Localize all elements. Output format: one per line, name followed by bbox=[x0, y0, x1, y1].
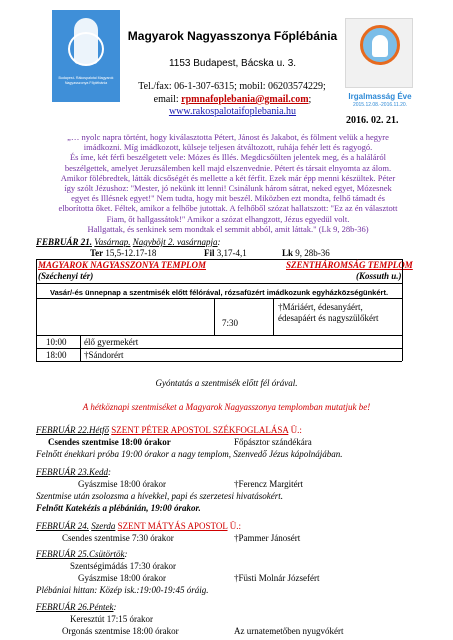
monday-date: FEBRUÁR 22. bbox=[36, 425, 89, 435]
gospel-line: beszélgettek, amelyet Jeruzsálemben kell majd elszenvednie. Pétert és társait elnyomta az álom. bbox=[64, 162, 392, 173]
wednesday-heading bbox=[36, 521, 241, 532]
sunday-day-name: Vasárnap. bbox=[94, 237, 131, 247]
logo-caption: Budapest- Rákospalotai Magyarok Nagyasszonya Főplébánia bbox=[58, 76, 114, 85]
friday-intent: Az urnatemetőben nyugvókért bbox=[234, 626, 344, 636]
parish-phones: Tel./fax: 06-1-307-6315; mobil: 06203574229; bbox=[138, 81, 326, 92]
table-border bbox=[36, 259, 37, 361]
reading-label: Lk bbox=[282, 248, 294, 258]
wednesday-date: FEBRUÁR 24. bbox=[36, 521, 89, 531]
tuesday-katechesis: Felnőtt Katekézis a plébánián, 19:00 órakor. bbox=[36, 503, 201, 513]
thursday-heading bbox=[36, 549, 128, 560]
table-line bbox=[36, 348, 402, 349]
time-cell: 7:30 bbox=[222, 318, 239, 328]
monday-heading bbox=[36, 425, 302, 436]
time-cell: 18:00 bbox=[46, 350, 67, 360]
tuesday-note: Szentmise után zsolozsma a hívekkel, papi és szerzetesi hivatásokért. bbox=[36, 491, 283, 501]
gospel-line: elborította őket. Féltek, amikor a felhőbe jutottak. A felhőből szózat hallatszott: "Ez az én választott bbox=[58, 203, 398, 214]
reading-3 bbox=[282, 248, 330, 259]
reading-ref: 15,5-12.17-18 bbox=[105, 248, 157, 258]
church-right-name: SZENTHÁROMSÁG TEMPLOM bbox=[286, 260, 413, 270]
weekday-notice: A hétköznapi szentmiséket a Magyarok Nagyasszonya templomban mutatjuk be! bbox=[82, 402, 371, 412]
wednesday-mass: Csendes szentmise 7:30 órakor bbox=[62, 533, 174, 543]
gospel-line: egyet és Illésnek egyet!" Nem tudta, hogy mit beszél. Miközben ezt mondta, felhő támadt és bbox=[71, 193, 385, 204]
table-line bbox=[36, 298, 402, 299]
bulletin-date: 2016. 02. 21. bbox=[346, 115, 399, 126]
friday-name: Péntek bbox=[89, 602, 114, 612]
mercy-year-dates: 2015.12.08.-2016.11.20. bbox=[352, 102, 408, 108]
table-line bbox=[36, 361, 402, 362]
sunday-heading bbox=[36, 237, 221, 248]
wednesday-feast-suffix: Ü.: bbox=[227, 521, 242, 531]
wednesday-feast: SZENT MÁTYÁS APOSTOL bbox=[117, 521, 228, 531]
thursday-mass: Gyászmise 18:00 órakor bbox=[78, 573, 166, 583]
gospel-line: Amikor fölébredtek, látták dicsőségét és mellette a két férfit. Ezek már épp menni készültek. Péter bbox=[60, 172, 396, 183]
mercy-year-title: Irgalmasság Éve bbox=[348, 92, 412, 101]
tuesday-name: Kedd bbox=[89, 467, 108, 477]
thursday-adoration: Szentségimádás 17:30 órakor bbox=[70, 561, 176, 571]
thursday-name: Csütörtök bbox=[89, 549, 125, 559]
gospel-line: Fiam, őt hallgassátok!" Amikor a szózat elhangzott, Jézus egyedül volt. bbox=[106, 213, 350, 224]
monday-name: Hétfő bbox=[89, 425, 109, 435]
gospel-line: „… nyolc napra történt, hogy kiválasztotta Pétert, Jánost és Jakabot, és fölment velük a hegyre bbox=[67, 132, 389, 142]
table-border bbox=[273, 298, 274, 335]
friday-heading bbox=[36, 602, 116, 613]
sunday-date: FEBRUÁR 21. bbox=[36, 237, 93, 247]
tuesday-heading bbox=[36, 467, 111, 478]
friday-suffix: : bbox=[113, 602, 117, 612]
time-cell: 10:00 bbox=[46, 337, 67, 347]
intent-cell: †Sándorért bbox=[84, 350, 124, 360]
website-link[interactable]: www.rakospalotaifoplebania.hu bbox=[168, 106, 297, 117]
reading-2 bbox=[204, 248, 247, 259]
mercy-emblem-circle bbox=[360, 25, 400, 65]
reading-1 bbox=[90, 248, 156, 259]
table-line bbox=[36, 335, 402, 336]
thursday-date: FEBRUÁR 25. bbox=[36, 549, 89, 559]
email-link[interactable]: rpmnafoplebania@gmail.com bbox=[181, 94, 309, 105]
monday-feast-suffix: Ü.: bbox=[288, 425, 302, 435]
reading-ref: 9, 28b-36 bbox=[295, 248, 330, 258]
parish-logo bbox=[52, 10, 120, 102]
gospel-quote bbox=[52, 132, 404, 234]
mercy-year-logo bbox=[345, 18, 413, 88]
sunday-feast: Nagyböjt 2. vasárnapja bbox=[132, 237, 218, 247]
intent-cell: †Máriáért, édesanyáért, édesapáért és nagyszülőkért bbox=[278, 302, 379, 323]
table-line bbox=[36, 283, 402, 284]
monday-intent: Főpásztor szándékára bbox=[234, 437, 312, 447]
confession-notice: Gyóntatás a szentmisék előtt fél órával. bbox=[155, 378, 298, 388]
email-prefix: email: bbox=[153, 94, 182, 105]
mercy-emblem-figure bbox=[372, 35, 388, 57]
table-border bbox=[214, 298, 215, 335]
parish-email-line bbox=[120, 94, 345, 105]
parish-title: Magyarok Nagyasszonya Főplébánia bbox=[127, 29, 338, 43]
tuesday-mass: Gyászmise 18:00 órakor bbox=[78, 479, 166, 489]
church-left-place: (Széchenyi tér) bbox=[38, 271, 94, 281]
church-right-place: (Kossuth u.) bbox=[356, 271, 402, 281]
table-border bbox=[80, 335, 81, 361]
thursday-note: Plébániai hittan: Közép isk.:19:00-19:45 óráig. bbox=[36, 585, 209, 595]
wednesday-name: Szerda bbox=[91, 521, 116, 531]
church-left-name: MAGYAROK NAGYASSZONYA TEMPLOM bbox=[38, 260, 207, 270]
intent-cell: élő gyermekért bbox=[84, 337, 139, 347]
gospel-line: így szólt Jézushoz: "Mester, jó nekünk itt lenni! Csinálunk három sátrat, neked egyet, Mózesnek bbox=[64, 183, 392, 194]
wednesday-intent: †Pammer Jánosért bbox=[234, 533, 301, 543]
tuesday-intent: †Ferencz Margitért bbox=[234, 479, 304, 489]
friday-mass: Orgonás szentmise 18:00 órakor bbox=[62, 626, 179, 636]
tuesday-date: FEBRUÁR 23. bbox=[36, 467, 89, 477]
parish-address: 1153 Budapest, Bácska u. 3. bbox=[168, 58, 297, 69]
sunday-colon: : bbox=[217, 237, 221, 247]
gospel-line: És íme, két férfi beszélgetett vele: Mózes és Illés. Megdicsőülten jelentek meg, és a haláláról bbox=[69, 152, 387, 163]
table-border bbox=[402, 259, 403, 361]
monday-feast: SZENT PÉTER APOSTOL SZÉKFOGLALÁSA bbox=[111, 425, 289, 435]
email-suffix: ; bbox=[308, 94, 312, 105]
rosary-note: Vasár/-és ünnepnap a szentmisék előtt félórával, rózsafüzért imádkozunk egyházközségünkért. bbox=[50, 288, 389, 297]
gospel-line: Hallgattak, és senkinek sem mondtak el semmit abból, amit láttak." (Lk 9, 28b-36) bbox=[87, 223, 369, 234]
friday-date: FEBRUÁR 26. bbox=[36, 602, 89, 612]
reading-label: Fil bbox=[204, 248, 215, 258]
thursday-intent: †Füsti Molnár Józsefért bbox=[234, 573, 320, 583]
monday-note: Felnőtt énekkari próba 19:00 órakor a nagy templom, Szenvedő Jézus kápolnájában. bbox=[36, 449, 343, 459]
reading-label: Ter bbox=[90, 248, 104, 258]
reading-ref: 3,17-4,1 bbox=[216, 248, 247, 258]
logo-figure-shape bbox=[74, 18, 98, 64]
friday-stations: Keresztút 17:15 órakor bbox=[70, 614, 153, 624]
monday-mass: Csendes szentmise 18:00 órakor bbox=[48, 437, 171, 447]
thursday-suffix: : bbox=[124, 549, 128, 559]
gospel-line: imádkozni. Míg imádkozott, külseje teljesen átváltozott, ruhája fehér lett és ragyogó. bbox=[83, 142, 373, 153]
tuesday-suffix: : bbox=[108, 467, 111, 477]
